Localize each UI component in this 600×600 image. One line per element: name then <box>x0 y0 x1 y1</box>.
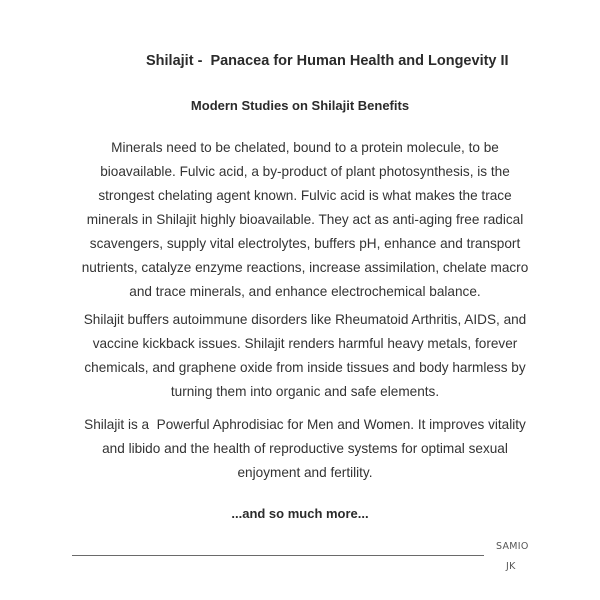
document-title: Shilajit - Panacea for Human Health and Longevity II <box>146 53 509 69</box>
paragraph-autoimmune: Shilajit buffers autoimmune disorders like Rheumatoid Arthritis, AIDS, and vaccine kickback issues. Shilajit renders harmful heavy metals, forever chemicals, and graphene oxide from inside tissues and body harmless by turning them into organic and safe elements. <box>83 312 531 399</box>
section-subtitle: Modern Studies on Shilajit Benefits <box>190 98 410 113</box>
signature-name: SAMIO <box>496 541 529 552</box>
closing-line: ...and so much more... <box>231 506 369 521</box>
signature-divider <box>72 555 484 556</box>
paragraph-aphrodisiac: Shilajit is a Powerful Aphrodisiac for Men and Women. It improves vitality and libido and the health of reproductive systems for optimal sexual enjoyment and fertility. <box>84 417 530 480</box>
signature-initials: JK <box>506 561 516 572</box>
paragraph-minerals: Minerals need to be chelated, bound to a protein molecule, to be bioavailable. Fulvic acid, a by-product of plant photosynthesis, is the strongest chelating agent known. Fulvic acid is what makes the trace minerals in Shilajit highly bioavailable. They act as anti-aging free radical scavengers, supply vital electrolytes, buffers pH, enhance and transport nutrients, catalyze enzyme reactions, increase assimilation, chelate macro and trace minerals, and enhance electrochemical balance. <box>81 140 533 299</box>
